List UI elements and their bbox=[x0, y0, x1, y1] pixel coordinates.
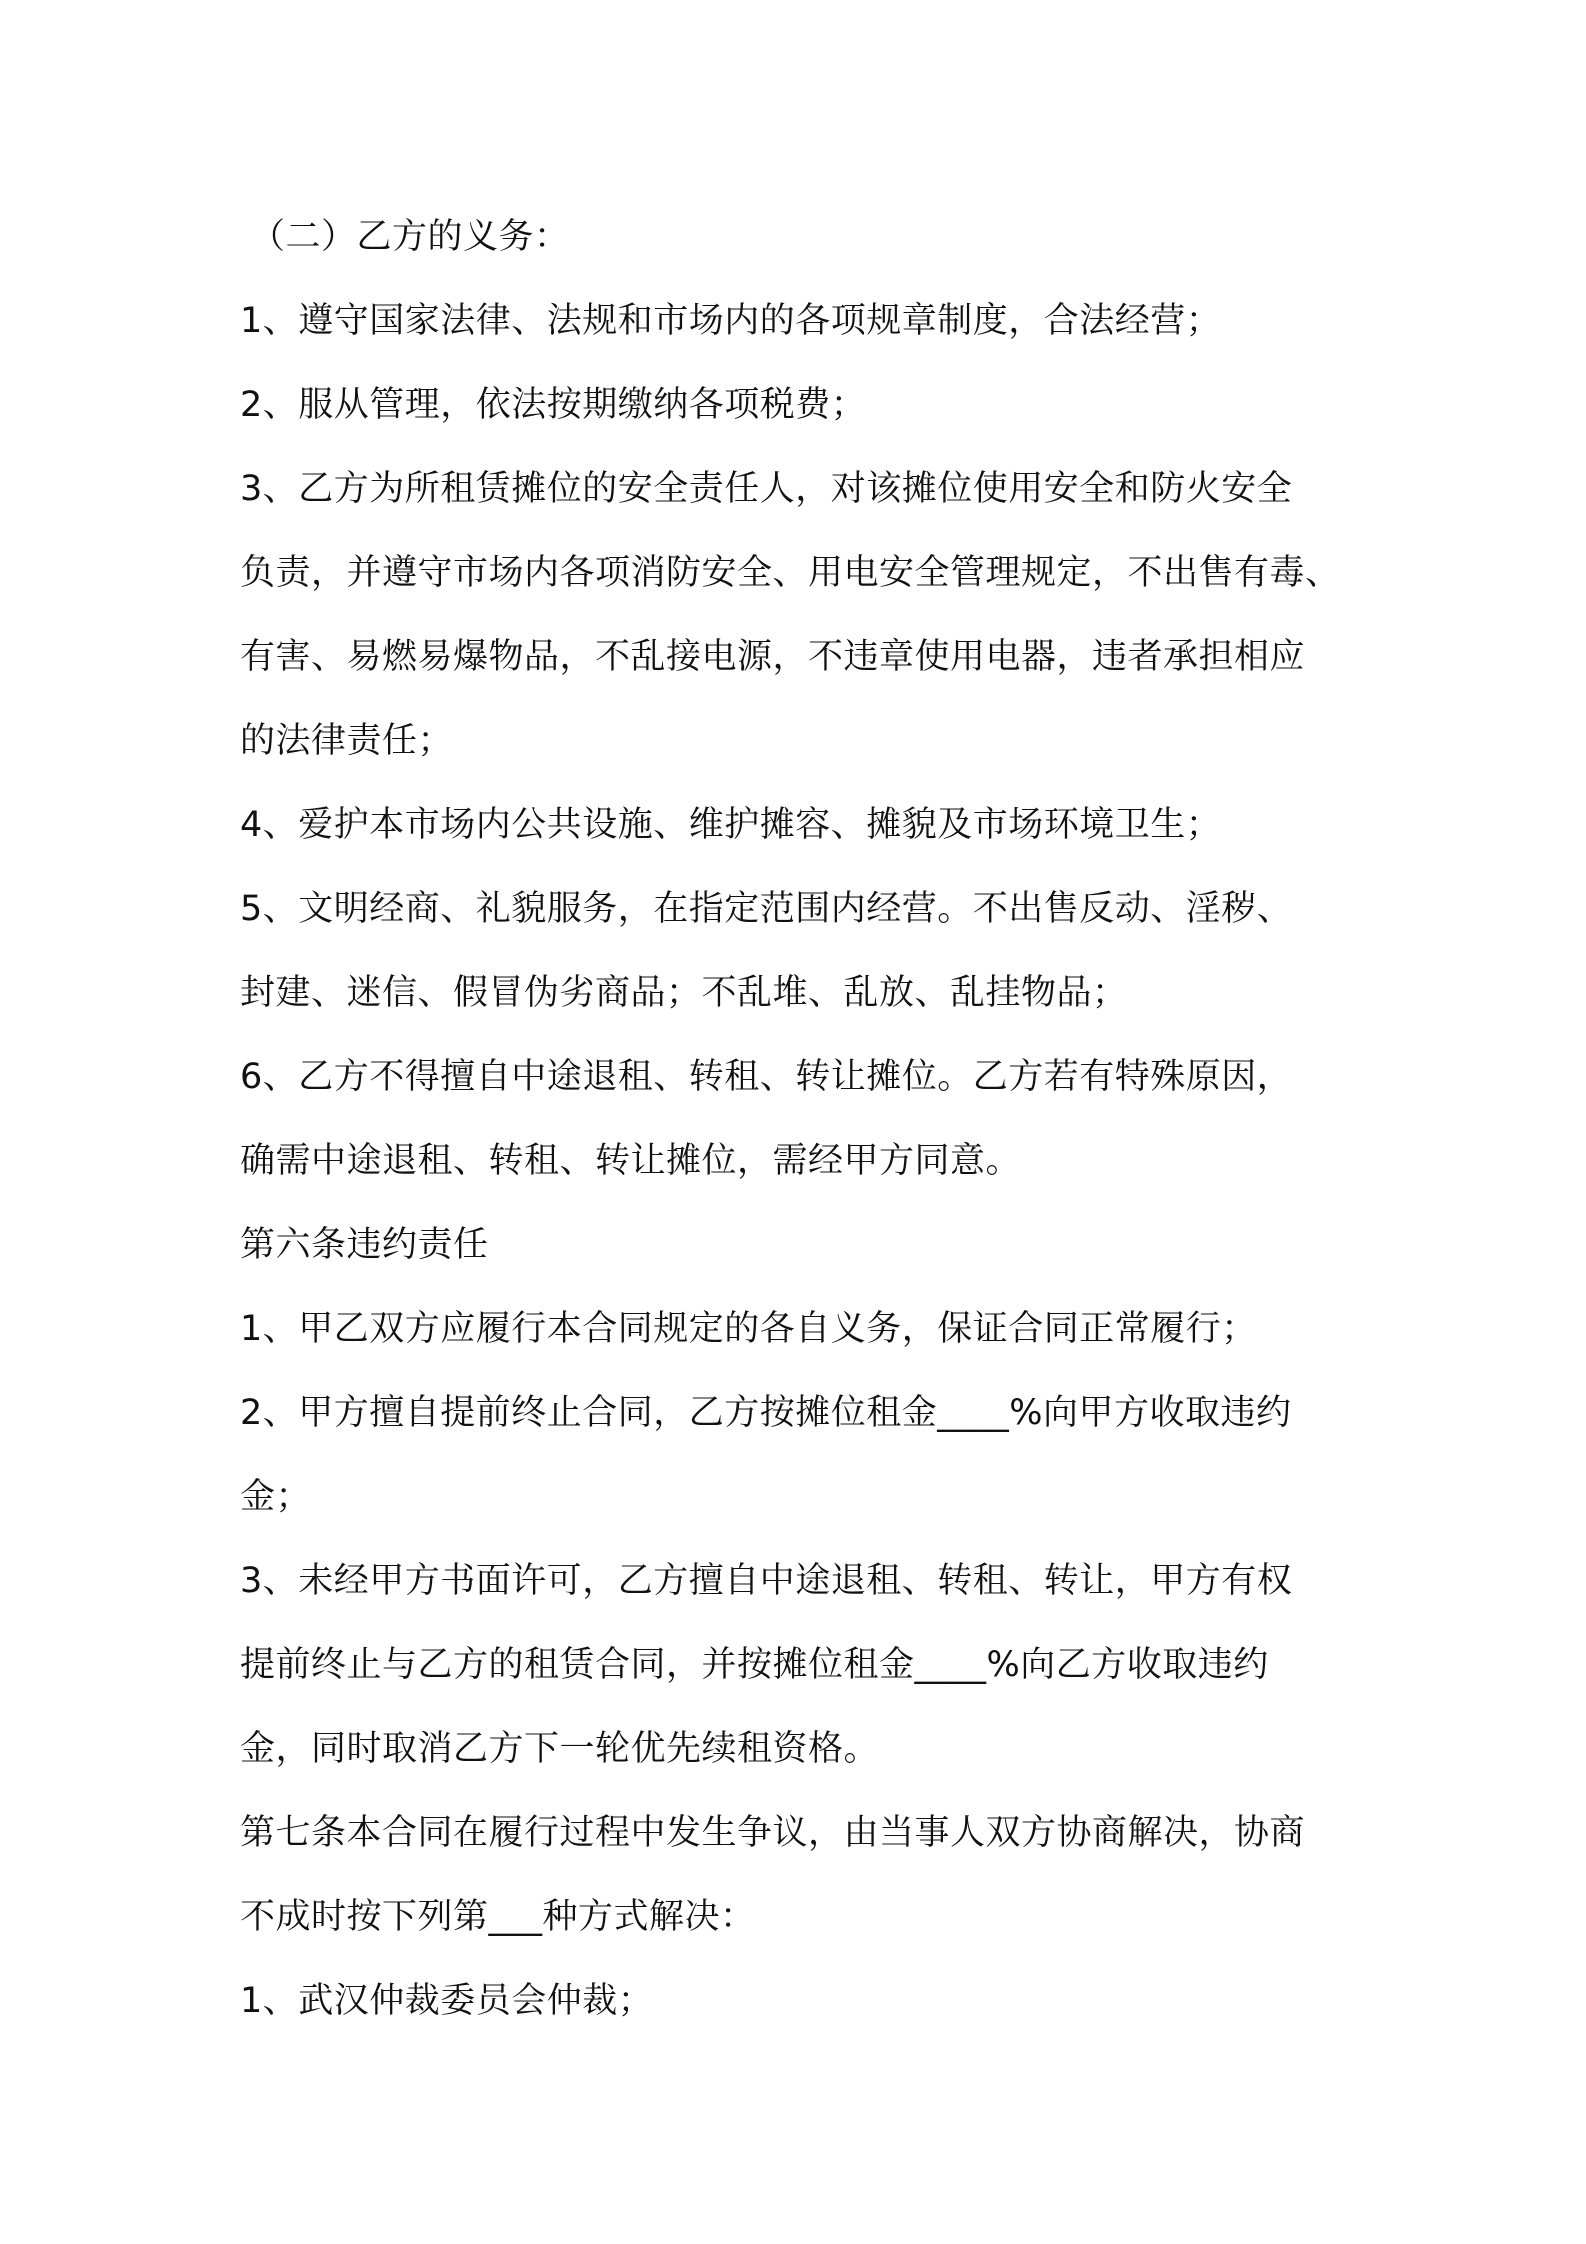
section-heading-party-b-obligations: （二）乙方的义务： bbox=[250, 217, 570, 257]
obligation-item-1: 1、遵守国家法律、法规和市场内的各项规章制度，合法经营； bbox=[240, 301, 1222, 341]
article-7-line-1: 第七条本合同在履行过程中发生争议，由当事人双方协商解决，协商 bbox=[240, 1813, 1306, 1853]
obligation-item-5-line-2: 封建、迷信、假冒伪劣商品；不乱堆、乱放、乱挂物品； bbox=[240, 973, 1128, 1013]
liability-item-2-line-1: 2、甲方擅自提前终止合同，乙方按摊位租金____%向甲方收取违约 bbox=[240, 1393, 1292, 1433]
obligation-item-3-line-1: 3、乙方为所租赁摊位的安全责任人，对该摊位使用安全和防火安全 bbox=[240, 469, 1293, 509]
liability-item-3-line-2: 提前终止与乙方的租赁合同，并按摊位租金____%向乙方收取违约 bbox=[240, 1645, 1269, 1685]
article-6-heading: 第六条违约责任 bbox=[240, 1225, 489, 1265]
document-body bbox=[240, 195, 1360, 2043]
liability-item-3-line-3: 金，同时取消乙方下一轮优先续租资格。 bbox=[240, 1729, 880, 1769]
article-7-line-2: 不成时按下列第___种方式解决： bbox=[240, 1897, 756, 1937]
obligation-item-4: 4、爱护本市场内公共设施、维护摊容、摊貌及市场环境卫生； bbox=[240, 805, 1222, 845]
liability-item-3-line-1: 3、未经甲方书面许可，乙方擅自中途退租、转租、转让，甲方有权 bbox=[240, 1561, 1293, 1601]
obligation-item-6-line-1: 6、乙方不得擅自中途退租、转租、转让摊位。乙方若有特殊原因， bbox=[240, 1057, 1293, 1097]
obligation-item-2: 2、服从管理，依法按期缴纳各项税费； bbox=[240, 385, 867, 425]
obligation-item-3-line-2: 负责，并遵守市场内各项消防安全、用电安全管理规定，不出售有毒、 bbox=[240, 553, 1341, 593]
dispute-option-1: 1、武汉仲裁委员会仲裁； bbox=[240, 1981, 654, 2021]
obligation-item-3-line-4: 的法律责任； bbox=[240, 721, 454, 761]
liability-item-1: 1、甲乙双方应履行本合同规定的各自义务，保证合同正常履行； bbox=[240, 1309, 1257, 1349]
obligation-item-3-line-3: 有害、易燃易爆物品，不乱接电源，不违章使用电器，违者承担相应 bbox=[240, 637, 1306, 677]
liability-item-2-line-2: 金； bbox=[240, 1477, 312, 1517]
obligation-item-6-line-2: 确需中途退租、转租、转让摊位，需经甲方同意。 bbox=[240, 1141, 1022, 1181]
obligation-item-5-line-1: 5、文明经商、礼貌服务，在指定范围内经营。不出售反动、淫秽、 bbox=[240, 889, 1293, 929]
